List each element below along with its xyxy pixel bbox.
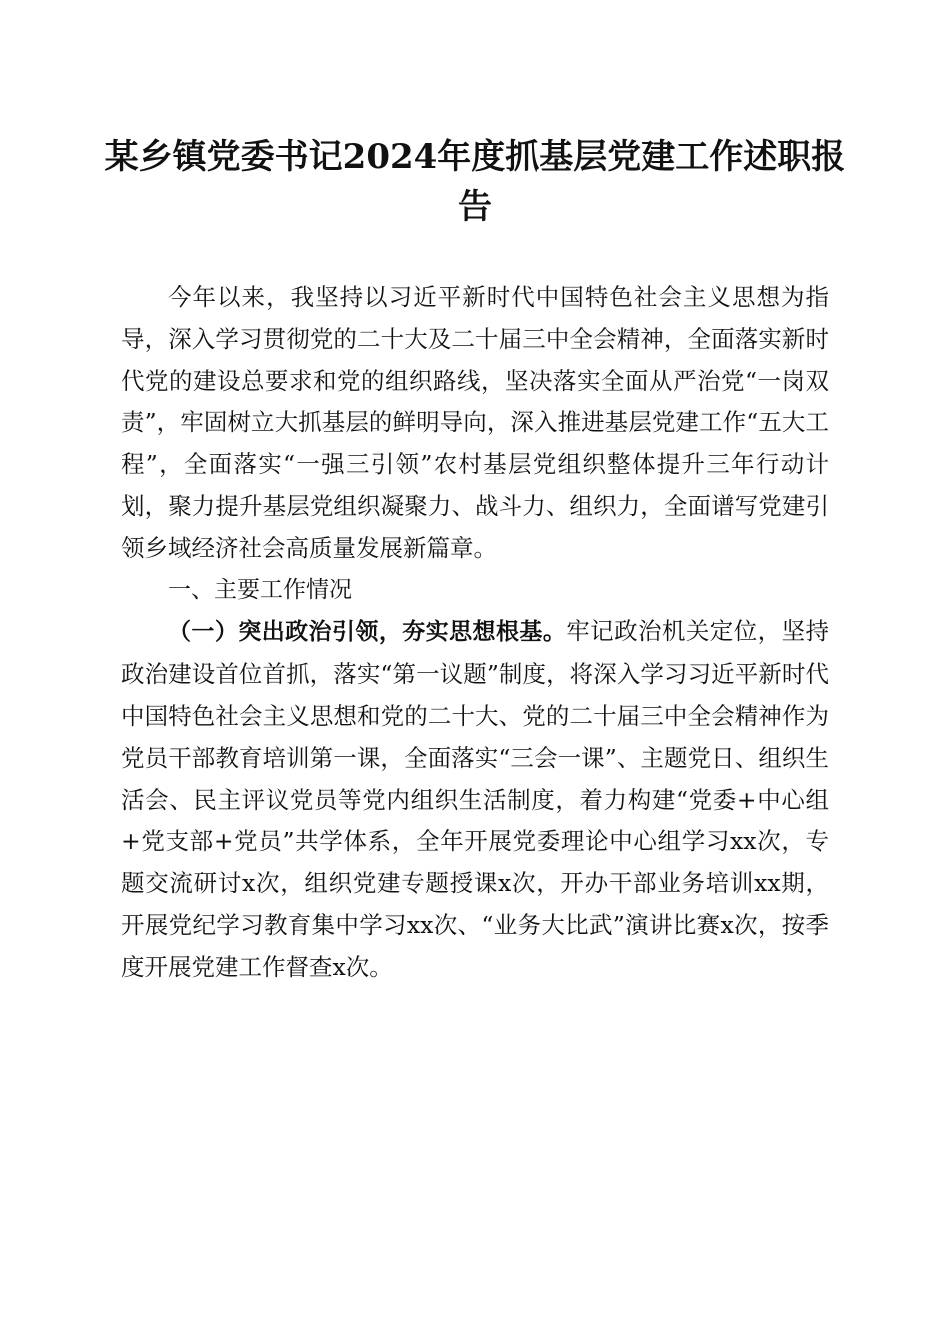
section-heading: 一、主要工作情况	[168, 576, 352, 603]
subsection-lead: （一）突出政治引领，夯实思想根基。	[168, 619, 567, 646]
subsection-text: 牢记政治机关定位，坚持政治建设首位首抓，落实“第一议题”制度，将深入学习习近平新时代中国特色社会主义思想和党的二十大、党的二十届三中全会精神作为党员干部教育培训第一课，全面落实“三会一课”、主题党日、组织生活会、民主评议党员等党内组织生活制度，着力构建“党委+中心组+党支部+党员”共学体系，全年开展党委理论中心组学习xx次，专题交流研讨x次，组织党建专题授课x次，开办干部业务培训xx期，开展党纪学习教育集中学习xx次、“业务大比武”演讲比赛x次，按季度开展党建工作督查x次。	[121, 617, 830, 981]
subsection-paragraph	[121, 611, 829, 988]
document-title: 某乡镇党委书记2024年度抓基层党建工作述职报告	[104, 137, 846, 227]
document-body	[121, 277, 829, 989]
intro-paragraph: 今年以来，我坚持以习近平新时代中国特色社会主义思想为指导，深入学习贯彻党的二十大及二十届三中全会精神，全面落实新时代党的建设总要求和党的组织路线，坚决落实全面从严治党“一岗双责”，牢固树立大抓基层的鲜明导向，深入推进基层党建工作“五大工程”，全面落实“一强三引领”农村基层党组织整体提升三年行动计划，聚力提升基层党组织凝聚力、战斗力、组织力，全面谱写党建引领乡域经济社会高质量发展新篇章。	[121, 283, 829, 562]
